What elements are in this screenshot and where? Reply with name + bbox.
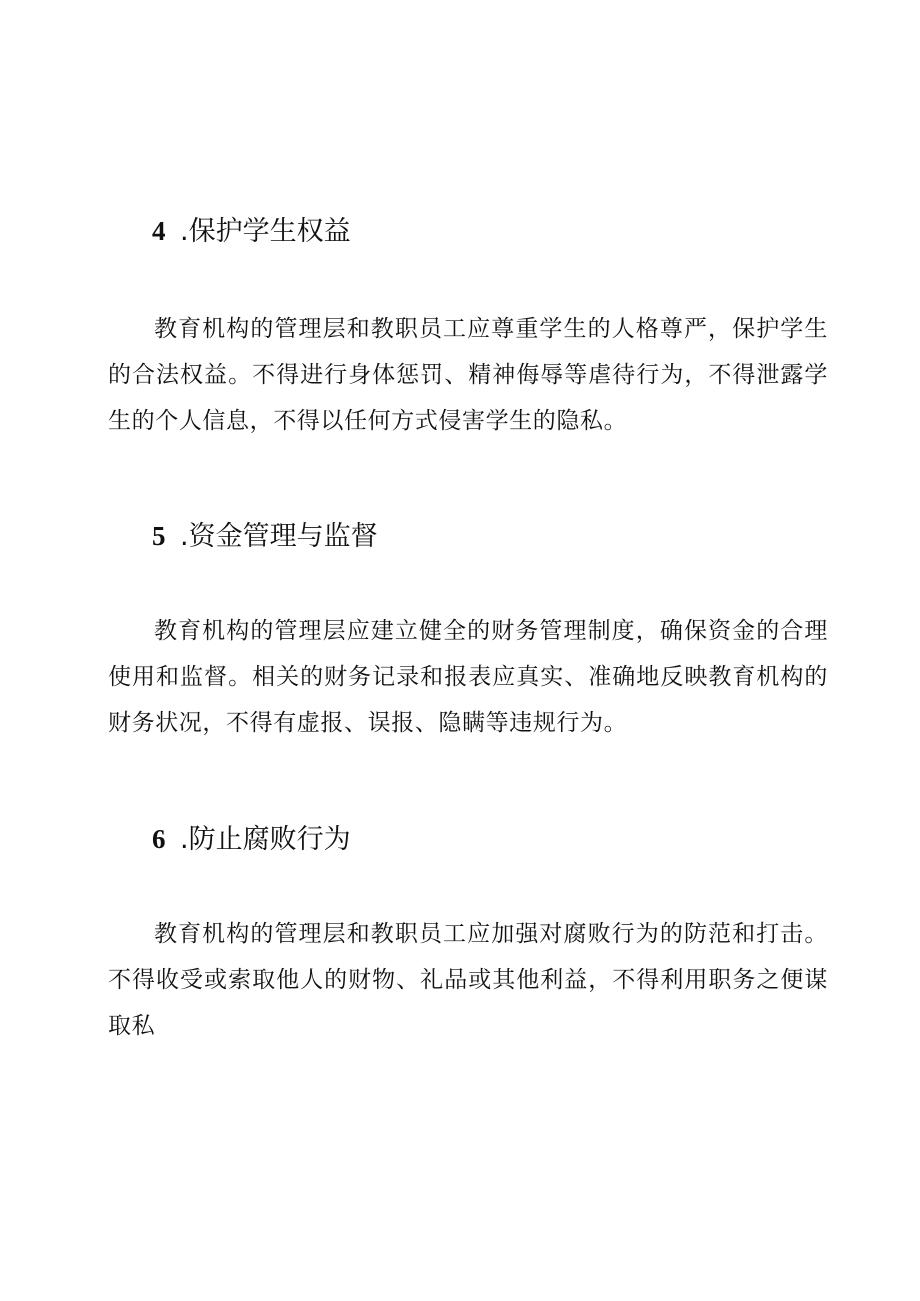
section-number: 6 (152, 824, 166, 854)
section-number: 4 (152, 216, 166, 246)
section-heading-5 (152, 519, 378, 554)
section-title: .防止腐败行为 (180, 824, 351, 855)
section-heading-6 (152, 822, 351, 857)
section-body-6: 教育机构的管理层和教职员工应加强对腐败行为的防范和打击。不得收受或索取他人的财物、礼品或其他利益，不得利用职务之便谋取私 (108, 921, 828, 1039)
section-title: .保护学生权益 (180, 216, 351, 247)
section-body-4: 教育机构的管理层和教职员工应尊重学生的人格尊严，保护学生的合法权益。不得进行身体惩罚、精神侮辱等虐待行为，不得泄露学生的个人信息，不得以任何方式侵害学生的隐私。 (108, 316, 828, 434)
section-number: 5 (152, 521, 166, 551)
section-body-5: 教育机构的管理层应建立健全的财务管理制度，确保资金的合理使用和监督。相关的财务记录和报表应真实、准确地反映教育机构的财务状况，不得有虚报、误报、隐瞒等违规行为。 (108, 618, 828, 736)
section-heading-4 (152, 214, 351, 249)
section-title: .资金管理与监督 (180, 521, 378, 552)
